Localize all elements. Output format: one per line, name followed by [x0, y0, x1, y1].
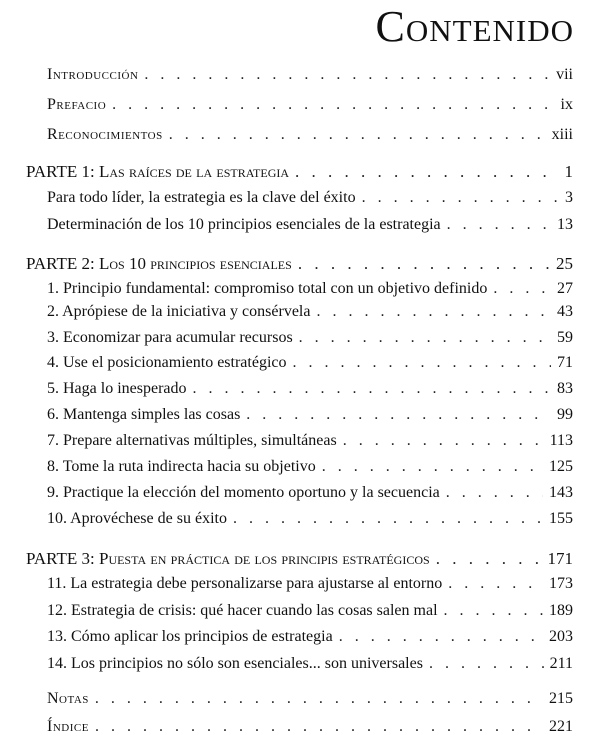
- toc-page-number: 27: [557, 280, 573, 297]
- toc-page-number: 113: [549, 432, 573, 449]
- toc-chapter[interactable]: [47, 628, 573, 652]
- dot-leader: [233, 510, 543, 528]
- toc-page-number: 71: [557, 354, 573, 371]
- dot-leader: [343, 432, 544, 450]
- dot-leader: [295, 162, 558, 182]
- toc-chapter[interactable]: [47, 575, 573, 599]
- toc-chapter[interactable]: [47, 484, 573, 508]
- part-heading: [26, 254, 292, 274]
- part-prefix: PARTE 3:: [26, 549, 95, 568]
- toc-page-number: ix: [560, 96, 573, 113]
- dot-leader: [448, 575, 543, 593]
- toc-chapter[interactable]: [47, 406, 573, 430]
- dot-leader: [436, 549, 542, 569]
- dot-leader: [193, 380, 551, 398]
- part-title: Las raíces de la estrategia: [98, 162, 290, 181]
- toc-entry-label: 8. Tome la ruta indirecta hacia su objetivo: [47, 458, 316, 475]
- part-heading: [26, 162, 289, 182]
- dot-leader: [362, 189, 559, 207]
- toc-page-number: 189: [549, 602, 573, 619]
- toc-chapter[interactable]: [47, 216, 573, 240]
- toc-entry-label: 1. Principio fundamental: compromiso total con un objetivo definido: [47, 280, 488, 297]
- toc-entry-label: Reconocimientos: [47, 126, 163, 143]
- part-title: Puesta en práctica de los principis estratégicos: [98, 549, 430, 568]
- toc-entry-label: 3. Economizar para acumular recursos: [47, 329, 293, 346]
- part-prefix: PARTE 1:: [26, 162, 95, 181]
- toc-entry-label: 9. Practique la elección del momento oportuno y la secuencia: [47, 484, 440, 501]
- part-prefix: PARTE 2:: [26, 254, 95, 273]
- toc-entry-label: 4. Use el posicionamiento estratégico: [47, 354, 287, 371]
- toc-entry-label: 11. La estrategia debe personalizarse para ajustarse al entorno: [47, 575, 443, 592]
- toc-page-number: 125: [549, 458, 573, 475]
- toc-entry-prefacio[interactable]: [47, 96, 573, 120]
- toc-page-number: 59: [557, 329, 573, 346]
- toc-entry-label: 12. Estrategia de crisis: qué hacer cuando las cosas salen mal: [47, 602, 438, 619]
- dot-leader: [298, 254, 550, 274]
- toc-chapter[interactable]: [47, 329, 573, 353]
- toc-entry-label: Introducción: [47, 66, 139, 83]
- page-title: Contenido: [375, 2, 574, 51]
- toc-chapter[interactable]: [47, 354, 573, 378]
- toc-part-1[interactable]: [26, 162, 573, 186]
- dot-leader: [299, 329, 551, 347]
- toc-entry-label: 6. Mantenga simples las cosas: [47, 406, 241, 423]
- toc-chapter[interactable]: [47, 189, 573, 213]
- toc-chapter[interactable]: [47, 458, 573, 482]
- toc-entry-label: 5. Haga lo inesperado: [47, 380, 187, 397]
- toc-page-number: 173: [549, 575, 573, 592]
- toc-entry-introduccion[interactable]: [47, 66, 573, 90]
- dot-leader: [322, 458, 543, 476]
- toc-entry-label: Índice: [47, 718, 89, 735]
- dot-leader: [446, 484, 543, 502]
- toc-entry-label: 7. Prepare alternativas múltiples, simultáneas: [47, 432, 337, 449]
- part-heading: [26, 549, 430, 569]
- dot-leader: [292, 354, 551, 372]
- toc-chapter[interactable]: [47, 655, 573, 679]
- toc-entry-label: 10. Aprovéchese de su éxito: [47, 510, 227, 527]
- toc-entry-label: 14. Los principios no sólo son esenciales... son universales: [47, 655, 423, 672]
- toc-page-number: 3: [565, 189, 573, 206]
- toc-entry-reconocimientos[interactable]: [47, 126, 573, 150]
- dot-leader: [316, 303, 551, 321]
- toc-entry-indice[interactable]: [47, 718, 573, 742]
- toc-chapter[interactable]: [47, 432, 573, 456]
- toc-page-number: 221: [549, 718, 573, 735]
- dot-leader: [169, 126, 546, 144]
- dot-leader: [95, 690, 543, 708]
- toc-page-number: 203: [549, 628, 573, 645]
- toc-part-3[interactable]: [26, 549, 573, 573]
- part-title: Los 10 principios esenciales: [98, 254, 292, 273]
- toc-entry-label: Notas: [47, 690, 89, 707]
- toc-page-number: 43: [557, 303, 573, 320]
- dot-leader: [493, 280, 551, 298]
- toc-chapter[interactable]: [47, 303, 573, 327]
- dot-leader: [246, 406, 551, 424]
- toc-page-number: 155: [549, 510, 573, 527]
- dot-leader: [339, 628, 543, 646]
- toc-entry-label: Determinación de los 10 principios esenciales de la estrategia: [47, 216, 441, 233]
- dot-leader: [447, 216, 551, 234]
- toc-chapter[interactable]: [47, 380, 573, 404]
- dot-leader: [95, 718, 543, 736]
- dot-leader: [112, 96, 554, 114]
- toc-part-2[interactable]: [26, 254, 573, 278]
- dot-leader: [429, 655, 544, 673]
- dot-leader: [444, 602, 543, 620]
- toc-page-number: 1: [564, 162, 573, 181]
- toc-page-number: xiii: [551, 126, 573, 143]
- toc-entry-label: 13. Cómo aplicar los principios de estrategia: [47, 628, 333, 645]
- toc-page-number: 171: [547, 549, 573, 568]
- toc-page-number: 83: [557, 380, 573, 397]
- toc-entry-label: Para todo líder, la estrategia es la clave del éxito: [47, 189, 356, 206]
- toc-entry-label: Prefacio: [47, 96, 107, 113]
- dot-leader: [144, 66, 550, 84]
- toc-page-number: 215: [549, 690, 573, 707]
- toc-page-number: 211: [549, 655, 573, 672]
- toc-page-number: vii: [556, 66, 573, 83]
- toc-entry-label: 2. Aprópiese de la iniciativa y consérvela: [47, 303, 311, 320]
- toc-page-number: 25: [556, 254, 573, 273]
- toc-page-number: 13: [557, 216, 573, 233]
- toc-entry-notas[interactable]: [47, 690, 573, 714]
- toc-chapter[interactable]: [47, 510, 573, 534]
- toc-page-number: 99: [557, 406, 573, 423]
- toc-page-number: 143: [549, 484, 573, 501]
- toc-chapter[interactable]: [47, 280, 573, 304]
- toc-chapter[interactable]: [47, 602, 573, 626]
